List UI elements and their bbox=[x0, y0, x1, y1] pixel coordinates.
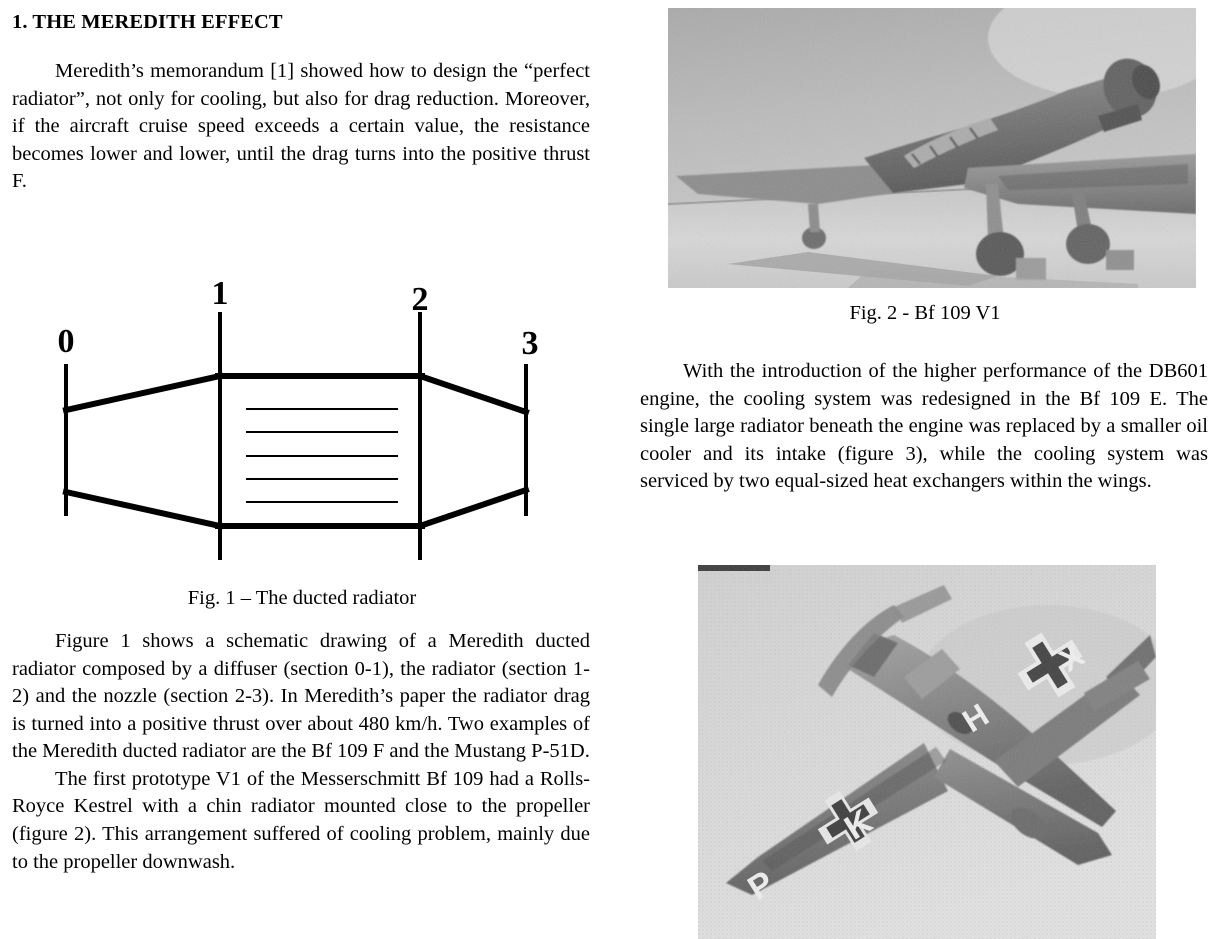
figure-2-caption: Fig. 2 - Bf 109 V1 bbox=[849, 302, 1001, 324]
paragraph-bf109-v1-prototype: The first prototype V1 of the Messerschmitt Bf 109 had a Rolls-Royce Kestrel with a chin radiator mounted close to the propeller (figure 2). This arrangement suffered of cooling problem, mainly due to the propeller downwash. bbox=[12, 767, 590, 873]
figure-1-caption: Fig. 1 – The ducted radiator bbox=[187, 587, 417, 609]
bf109-v1-photograph bbox=[668, 8, 1196, 288]
figure-1-block bbox=[14, 242, 594, 594]
page-title: 1. THE MEREDITH EFFECT bbox=[12, 11, 283, 33]
figure-1-caption-block bbox=[12, 585, 592, 612]
ducted-radiator-schematic bbox=[14, 264, 594, 564]
diffuser-upper-wall bbox=[66, 376, 220, 410]
station-label-1: 1 bbox=[211, 275, 229, 312]
station-label-2: 2 bbox=[411, 281, 429, 318]
nozzle-upper-wall bbox=[420, 376, 526, 412]
paragraph-figure-1-description: Figure 1 shows a schematic drawing of a Meredith ducted radiator composed by a diffuser (section 0-1), the radiator (section 1-2) and the nozzle (section 2-3). In Meredith’s paper the radiator drag is turned into a positive thrust over about 480 km/h. Two examples of the Meredith ducted radiator are the Bf 109 F and the Mustang P-51D. bbox=[12, 630, 590, 763]
photo-grain bbox=[698, 565, 1156, 939]
left-lower-paragraphs-block bbox=[12, 628, 590, 876]
right-paragraph-block bbox=[640, 358, 1208, 496]
nozzle-lower-wall bbox=[420, 490, 526, 526]
station-label-3: 3 bbox=[521, 325, 539, 362]
figure-2-photo bbox=[668, 8, 1196, 288]
figure-1-diagram bbox=[14, 264, 594, 594]
bf109-e-inflight-photograph bbox=[698, 565, 1156, 939]
figure-3-photo bbox=[698, 565, 1156, 939]
figure-2-caption-block bbox=[640, 300, 1210, 327]
station-label-0: 0 bbox=[57, 323, 75, 360]
diffuser-lower-wall bbox=[66, 492, 220, 526]
left-paragraph-1-block bbox=[12, 58, 590, 196]
paragraph-meredith-memorandum: Meredith’s memorandum [1] showed how to design the “perfect radiator”, not only for cooling, but also for drag reduction. Moreover, if the aircraft cruise speed exceeds a certain value, the resistance becomes lower and lower, until the drag turns into the positive thrust F. bbox=[12, 60, 590, 193]
paragraph-db601-cooling-system: With the introduction of the higher performance of the DB601 engine, the cooling system was redesigned in the Bf 109 E. The single large radiator beneath the engine was replaced by a smaller oil cooler and its intake (figure 3), while the cooling system was serviced by two equal-sized heat exchangers within the wings. bbox=[640, 360, 1208, 493]
section-heading-block bbox=[12, 10, 592, 53]
photo-grain bbox=[668, 8, 1196, 288]
